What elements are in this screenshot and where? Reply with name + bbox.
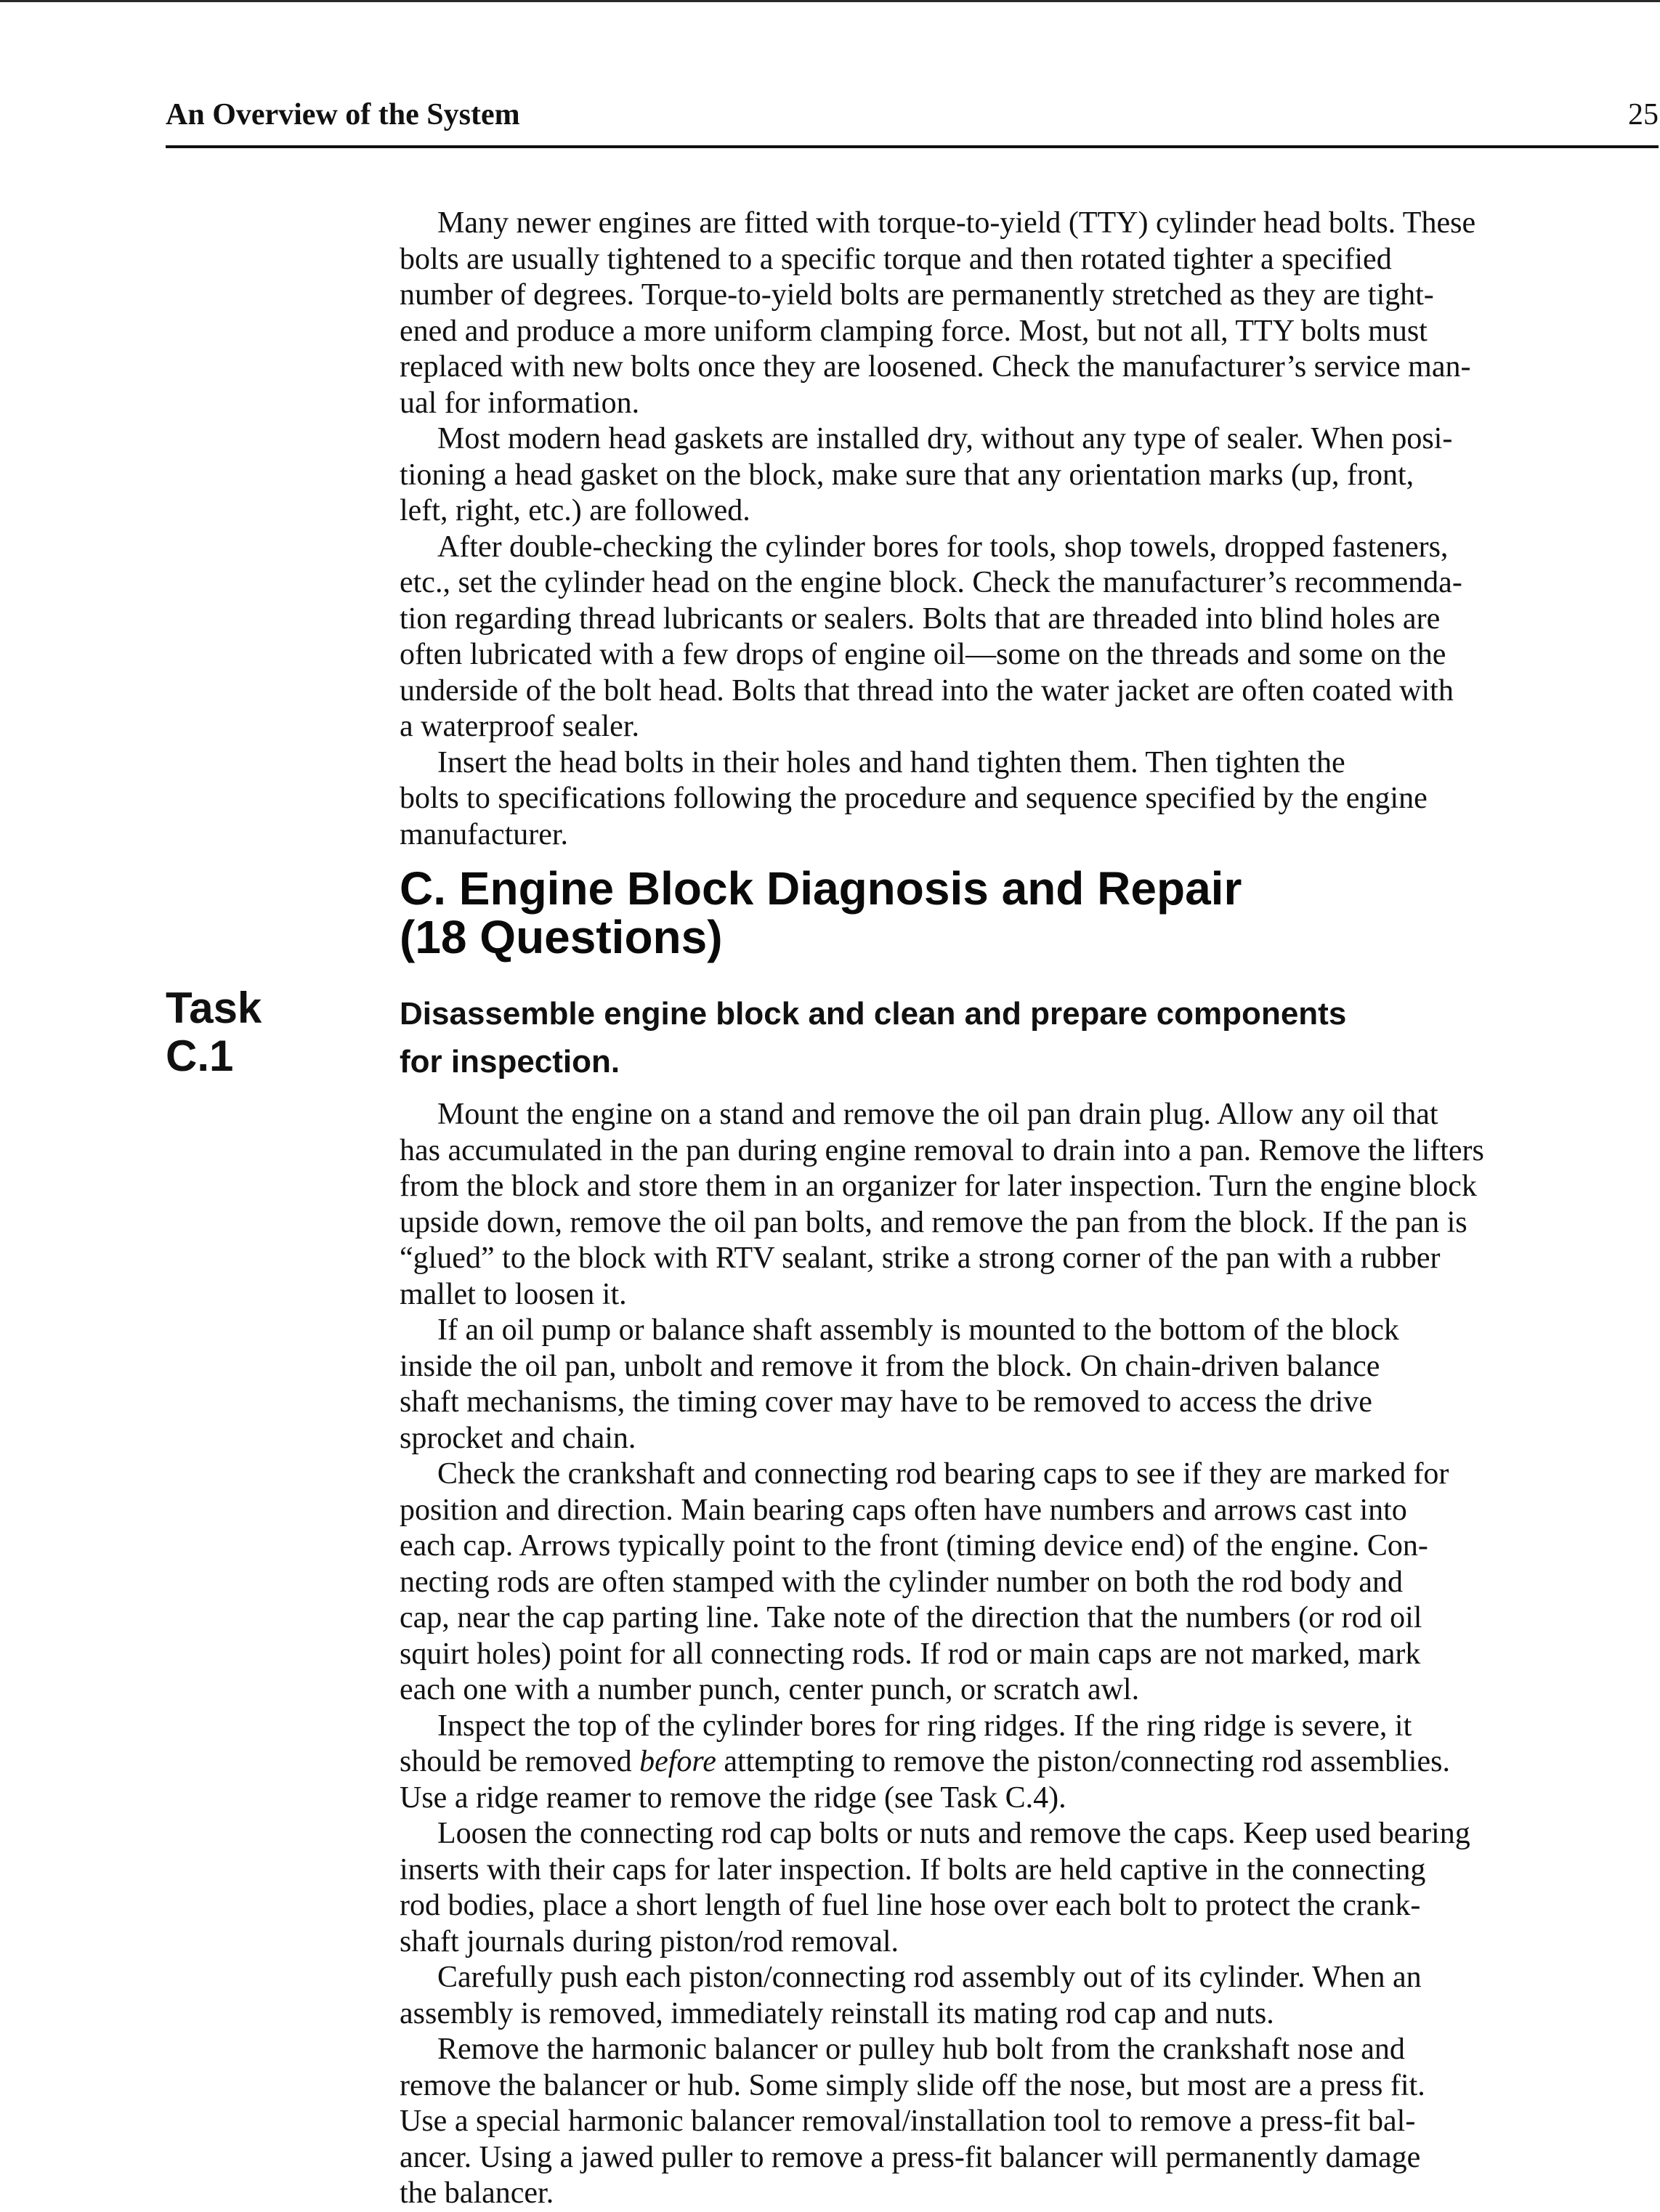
task-title: Disassemble engine block and clean and prepare components for inspection.	[400, 996, 1347, 1079]
emphasis-before: before	[639, 1745, 716, 1778]
top-page-edge-rule	[0, 0, 1660, 2]
running-head	[166, 97, 1659, 141]
paragraph-mount-engine: Mount the engine on a stand and remove the oil pan drain plug. Allow any oil that has accumulated in the pan during engine removal to drain into a pan. Remove the lifters from the block and store them in an organizer for later inspection. Turn the engine block upside down, remove the oil pan bolts, and remove the pan from the block. If the pan is “glued” to the block with RTV sealant, strike a strong corner of the pan with a rubber mallet to loosen it.	[400, 1098, 1484, 1311]
paragraph-bearing-caps: Check the crankshaft and connecting rod bearing caps to see if they are marked for position and direction. Main bearing caps often have numbers and arrows cast into each cap. Arrows typically point to the front (timing device end) of the engine. Con- necting rods are often stamped with the cylinder number on both the rod body and cap, near the cap parting line. Take note of the direction that the numbers (or rod oil squirt holes) point for all connecting rods. If rod or main caps are not marked, mark each one with a number punch, center punch, or scratch awl.	[400, 1457, 1449, 1706]
running-head-title: An Overview of the System	[166, 98, 520, 131]
task-text-block	[400, 1097, 1660, 2212]
paragraph-harmonic-balancer: Remove the harmonic balancer or pulley hub bolt from the crankshaft nose and remove the balancer or hub. Some simply slide off the nose, but most are a press fit. Use a special harmonic balancer removal/installation tool to remove a press-fit bal- ancer. Using a jawed puller to remove a press-fit balancer will permanently damage the balancer.	[400, 2033, 1425, 2210]
section-heading: C. Engine Block Diagnosis and Repair (18 Questions)	[400, 862, 1242, 963]
paragraph-tty-bolts: Many newer engines are fitted with torque-to-yield (TTY) cylinder head bolts. These bolts are usually tightened to a specific torque and then rotated tighter a specified number of degrees. Torque-to-yield bolts are permanently stretched as they are tight- ened and produce a more uniform clamping force. Most, but not all, TTY bolts must replaced with new bolts once they are loosened. Check the manufacturer’s service man- ual for information.	[400, 206, 1476, 420]
ring-ridges-text-after: attempting to remove the piston/connecting rod assemblies. Use a ridge reamer to remove the ridge (see Task C.4).	[400, 1745, 1450, 1815]
paragraph-rod-caps: Loosen the connecting rod cap bolts or nuts and remove the caps. Keep used bearing inserts with their caps for later inspection. If bolts are held captive in the connecting rod bodies, place a short length of fuel line hose over each bolt to protect the crank- shaft journals during piston/rod removal.	[400, 1817, 1470, 1958]
header-rule	[166, 145, 1659, 148]
intro-text-block	[400, 206, 1660, 853]
page-number: 25	[1628, 98, 1659, 131]
paragraph-set-cylinder-head: After double-checking the cylinder bores for tools, shop towels, dropped fasteners, etc., set the cylinder head on the engine block. Check the manufacturer’s recommenda- tion regarding thread lubricants or sealers. Bolts that are threaded into blind holes are often lubricated with a few drops of engine oil—some on the threads and some on the underside of the bolt head. Bolts that thread into the water jacket are often coated with a waterproof sealer.	[400, 530, 1462, 743]
paragraph-insert-head-bolts: Insert the head bolts in their holes and hand tighten them. Then tighten the bolts to specifications following the procedure and sequence specified by the engine manufacturer.	[400, 745, 1428, 851]
task-label: Task C.1	[166, 984, 262, 1080]
paragraph-oil-pump: If an oil pump or balance shaft assembly is mounted to the bottom of the block inside the oil pan, unbolt and remove it from the block. On chain-driven balance shaft mechanisms, the timing cover may have to be removed to access the drive sprocket and chain.	[400, 1313, 1399, 1455]
paragraph-head-gaskets: Most modern head gaskets are installed dry, without any type of sealer. When posi- tioning a head gasket on the block, make sure that any orientation marks (up, front, left, right, etc.) are followed.	[400, 422, 1453, 527]
paragraph-push-pistons: Carefully push each piston/connecting rod assembly out of its cylinder. When an assembly is removed, immediately reinstall its mating rod cap and nuts.	[400, 1961, 1422, 2030]
paragraph-ring-ridges	[400, 1709, 1660, 1817]
ring-ridges-text-before: Inspect the top of the cylinder bores for ring ridges. If the ring ridge is severe, it should be removed	[400, 1709, 1412, 1778]
